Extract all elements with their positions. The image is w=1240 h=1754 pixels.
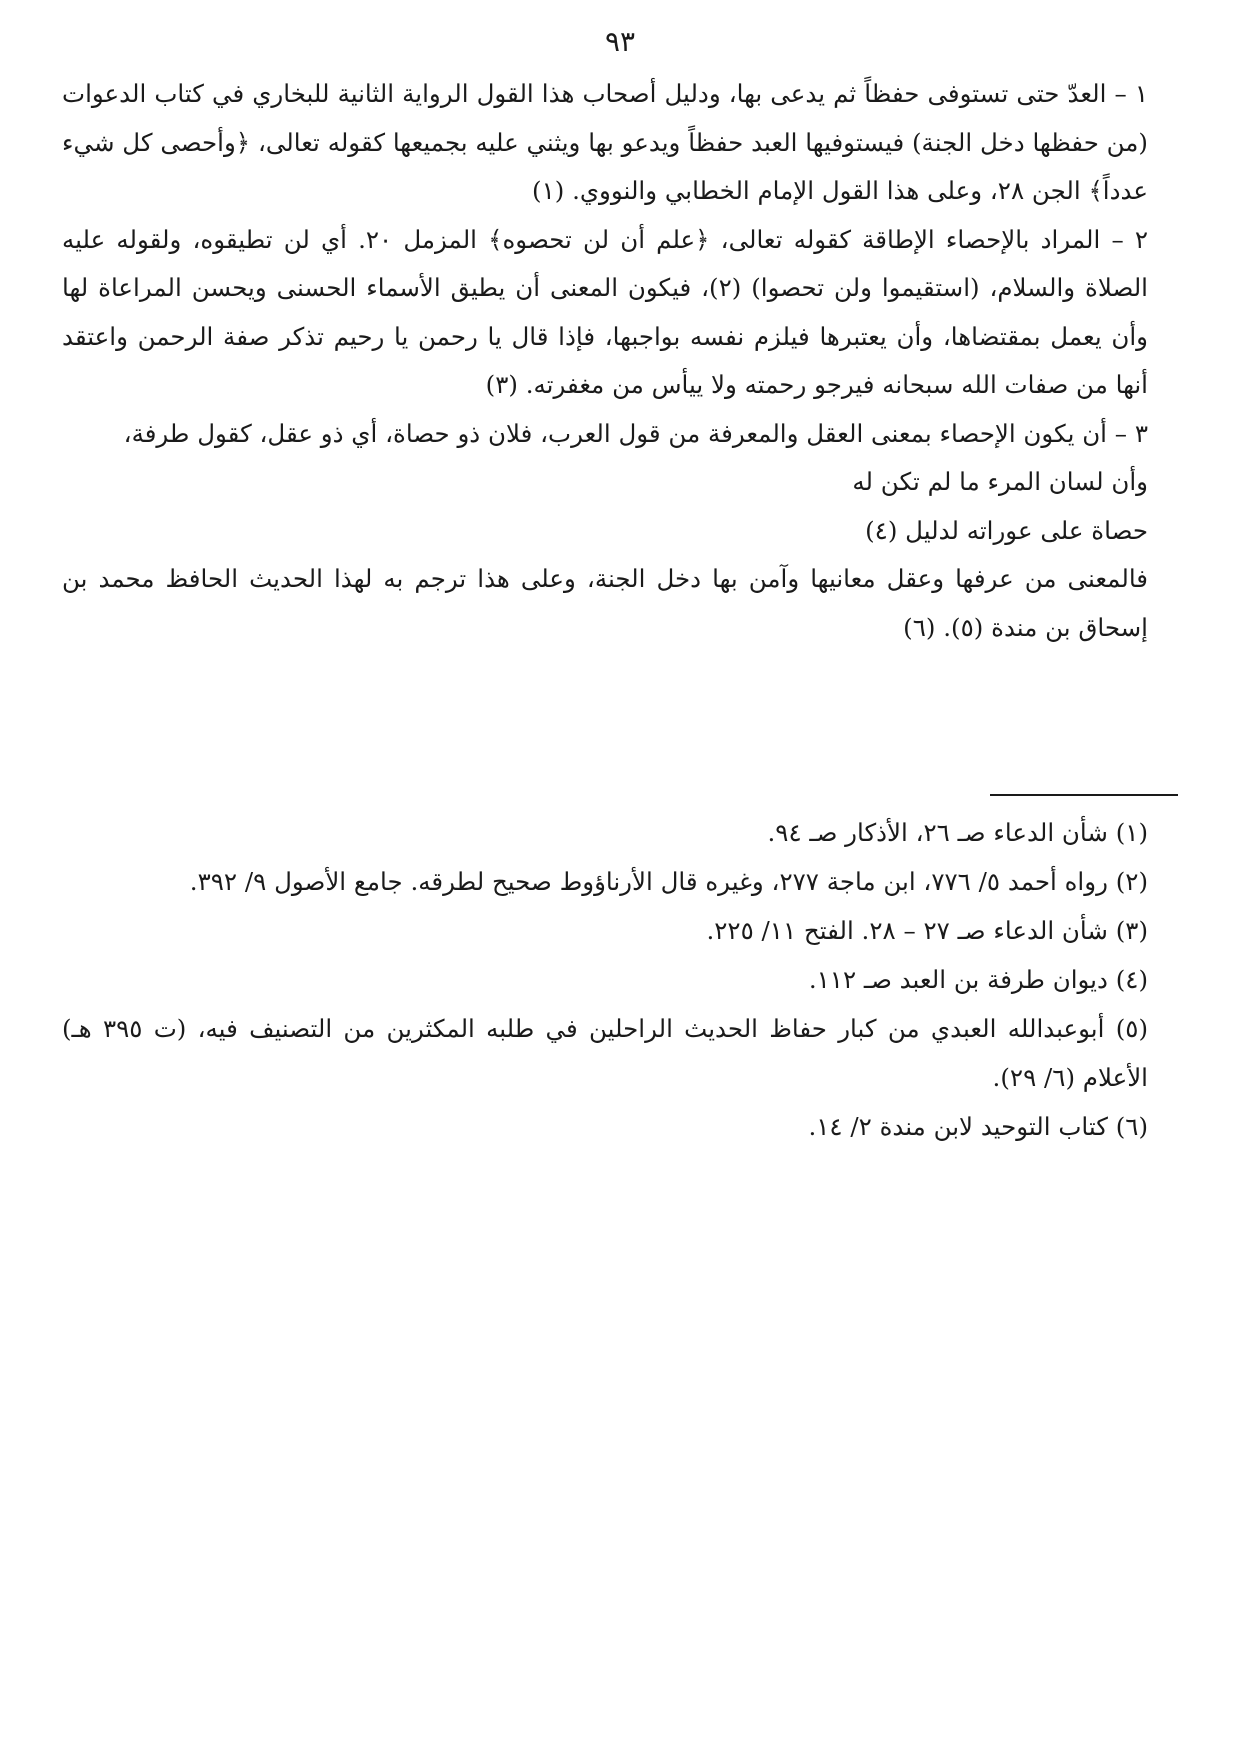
paragraph-1: ١ – العدّ حتى تستوفى حفظاً ثم يدعى بها، ودليل أصحاب هذا القول الرواية الثانية للبخاري في كتاب الدعوات (من حفظها دخل الجنة) فيستوفيها العبد حفظاً ويدعو بها ويثني عليه بجميعها كقوله تعالى، ﴿وأحصى كل شيء عدداً﴾ الجن ٢٨، وعلى هذا القول الإمام الخطابي والنووي. (١) [62,79,1148,205]
footnotes [62,808,1178,1151]
verse-line-1: وأن لسان المرء ما لم تكن له [852,467,1148,496]
footnote-2: (٢) رواه أحمد ٥/ ٧٧٦، ابن ماجة ٢٧٧، وغيره قال الأرناؤوط صحيح لطرقه. جامع الأصول ٩/ ٣٩٢. [189,867,1148,896]
footnote-4: (٤) ديوان طرفة بن العبد صـ ١١٢. [808,965,1148,994]
footnote-3: (٣) شأن الدعاء صـ ٢٧ – ٢٨. الفتح ١١/ ٢٢٥. [706,916,1148,945]
footnote-5: (٥) أبوعبدالله العبدي من كبار حفاظ الحديث الراحلين في طلبه المكثرين من التصنيف فيه، (ت ٣٩٥ هـ) الأعلام (٦/ ٢٩). [62,1014,1148,1092]
paragraph-2: ٢ – المراد بالإحصاء الإطاقة كقوله تعالى، ﴿علم أن لن تحصوه﴾ المزمل ٢٠. أي لن تطيقوه، ولقوله عليه الصلاة والسلام، (استقيموا ولن تحصوا) (٢)، فيكون المعنى أن يطيق الأسماء الحسنى ويحسن المراعاة لها وأن يعمل بمقتضاها، وأن يعتبرها فيلزم نفسه بواجبها، فإذا قال يا رحمن يا رحيم تذكر صفة الرحمن واعتقد أنها من صفات الله سبحانه فيرجو رحمته ولا ييأس من مغفرته. (٣) [62,224,1148,399]
footnote-6: (٦) كتاب التوحيد لابن مندة ٢/ ١٤. [808,1112,1148,1141]
paragraph-3: ٣ – أن يكون الإحصاء بمعنى العقل والمعرفة من قول العرب، فلان ذو حصاة، أي ذو عقل، كقول طرفة، [123,418,1148,448]
footnote-divider [990,794,1178,796]
poetry-verse [62,458,1178,555]
closing-paragraph: فالمعنى من عرفها وعقل معانيها وآمن بها دخل الجنة، وعلى هذا ترجم به لهذا الحديث الحافظ محمد بن إسحاق بن مندة (٥). (٦) [62,564,1148,642]
main-text [62,70,1178,652]
verse-line-2: حصاة على عوراته لدليل (٤) [865,515,1148,545]
page-number: ٩٣ [604,25,636,58]
footnote-1: (١) شأن الدعاء صـ ٢٦، الأذكار صـ ٩٤. [767,818,1148,847]
